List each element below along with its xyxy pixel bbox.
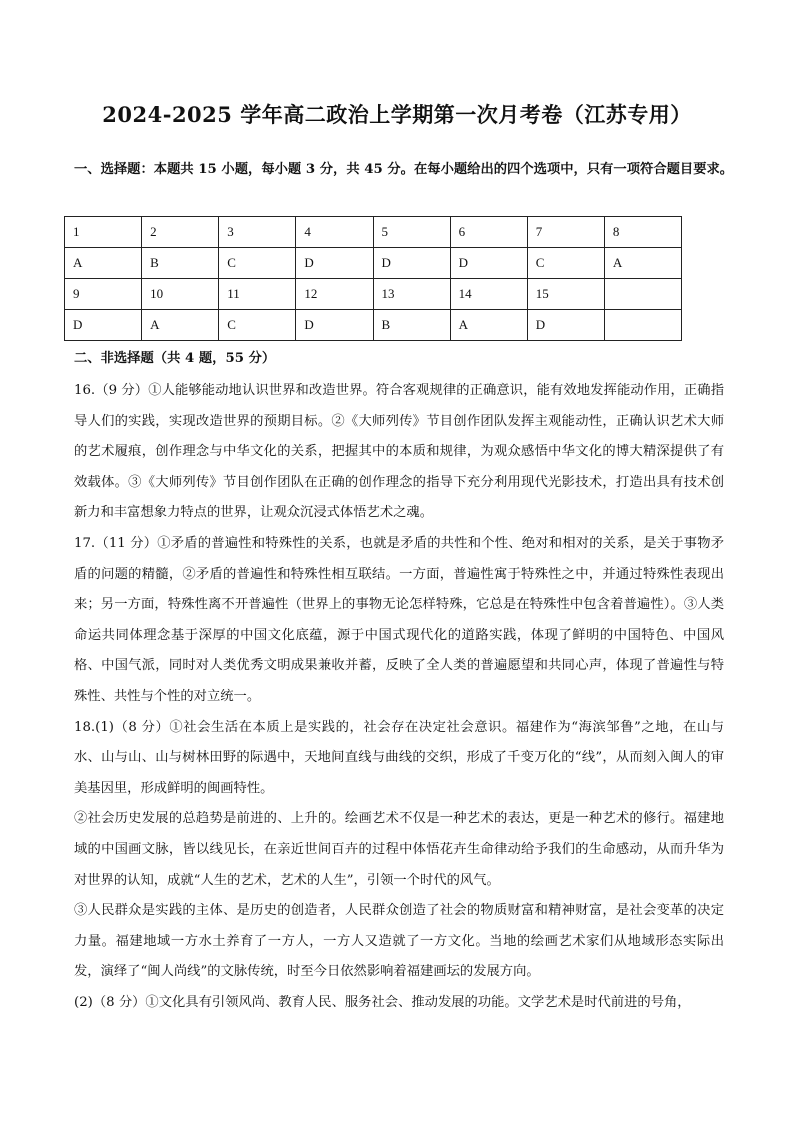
table-cell: 1 [65,217,142,248]
table-cell: A [65,248,142,279]
table-cell: D [65,310,142,341]
section-1-heading: 一、选择题：本题共 15 小题，每小题 3 分，共 45 分。在每小题给出的四个选项中，只有一项符合题目要求。 [74,162,734,177]
answer-table [64,216,682,341]
answer-paragraph-18-1-b: ②社会历史发展的总趋势是前进的、上升的。绘画艺术不仅是一种艺术的表达，更是一种艺术的修行。福建地域的中国画文脉，皆以线见长，在亲近世间百卉的过程中体悟花卉生命律动给予我们的生命感动，从而升华为对世界的认知，成就“人生的艺术，艺术的人生”，引领一个时代的风气。 [74,811,724,888]
table-cell: 2 [142,217,219,248]
answer-paragraph-18-2: (2)（8 分）①文化具有引领风尚、教育人民、服务社会、推动发展的功能。文学艺术是时代前进的号角， [74,994,691,1010]
table-cell: A [450,310,527,341]
table-cell: C [219,248,296,279]
table-cell: 7 [527,217,604,248]
table-row [65,248,682,279]
section-2-heading: 二、非选择题（共 4 题，55 分） [74,351,276,366]
table-cell: 3 [219,217,296,248]
page-title: 2024-2025 学年高二政治上学期第一次月考卷（江苏专用） [102,102,692,127]
table-row [65,217,682,248]
table-cell: 4 [296,217,373,248]
table-cell: B [373,310,450,341]
answer-paragraph-16: 16.（9 分）①人能够能动地认识世界和改造世界。符合客观规律的正确意识，能有效地发挥能动作用，正确指导人们的实践，实现改造世界的预期目标。②《大师列传》节目创作团队发挥主观能动性，正确认识艺术大师的艺术履痕，创作理念与中华文化的关系，把握其中的本质和规律，为观众感悟中华文化的博大精深提供了有效载体。③《大师列传》节目创作团队在正确的创作理念的指导下充分利用现代光影技术，打造出具有技术创新力和丰富想象力特点的世界，让观众沉浸式体悟艺术之魂。 [74,383,724,521]
table-cell: 10 [142,279,219,310]
table-cell: 15 [527,279,604,310]
table-cell: C [219,310,296,341]
answer-paragraph-17: 17.（11 分）①矛盾的普遍性和特殊性的关系，也就是矛盾的共性和个性、绝对和相对的关系，是关于事物矛盾的问题的精髓，②矛盾的普遍性和特殊性相互联结。一方面，普遍性寓于特殊性之中，并通过特殊性表现出来；另一方面，特殊性离不开普遍性（世界上的事物无论怎样特殊，它总是在特殊性中包含着普遍性）。③人类命运共同体理念基于深厚的中国文化底蕴，源于中国式现代化的道路实践，体现了鲜明的中国特色、中国风格、中国气派，同时对人类优秀文明成果兼收并蓄，反映了全人类的普遍愿望和共同心声，体现了普遍性与特殊性、共性与个性的对立统一。 [74,535,724,704]
table-cell: B [142,248,219,279]
table-cell: 8 [604,217,681,248]
table-cell: C [527,248,604,279]
table-cell: A [142,310,219,341]
table-cell: 9 [65,279,142,310]
table-cell [604,310,681,341]
table-cell: D [527,310,604,341]
table-cell: D [450,248,527,279]
table-cell: A [604,248,681,279]
answer-paragraph-18-1-a: 18.(1)（8 分）①社会生活在本质上是实践的，社会存在决定社会意识。福建作为“海滨邹鲁”之地，在山与水、山与山、山与树林田野的际遇中，天地间直线与曲线的交织，形成了千变万化的“线”，从而刻入闽人的审美基因里，形成鲜明的闽画特性。 [74,719,724,796]
table-cell: D [373,248,450,279]
table-cell: 11 [219,279,296,310]
table-cell: D [296,248,373,279]
table-cell: 14 [450,279,527,310]
answer-body [74,376,724,1018]
table-cell [604,279,681,310]
table-row [65,310,682,341]
table-cell: 5 [373,217,450,248]
table-cell: 6 [450,217,527,248]
table-cell: 13 [373,279,450,310]
answer-paragraph-18-1-c: ③人民群众是实践的主体、是历史的创造者，人民群众创造了社会的物质财富和精神财富，是社会变革的决定力量。福建地域一方水土养育了一方人，一方人又造就了一方文化。当地的绘画艺术家们从地域形态实际出发，演绎了“闽人尚线”的文脉传统，时至今日依然影响着福建画坛的发展方向。 [74,903,724,980]
table-cell: 12 [296,279,373,310]
table-cell: D [296,310,373,341]
table-row [65,279,682,310]
